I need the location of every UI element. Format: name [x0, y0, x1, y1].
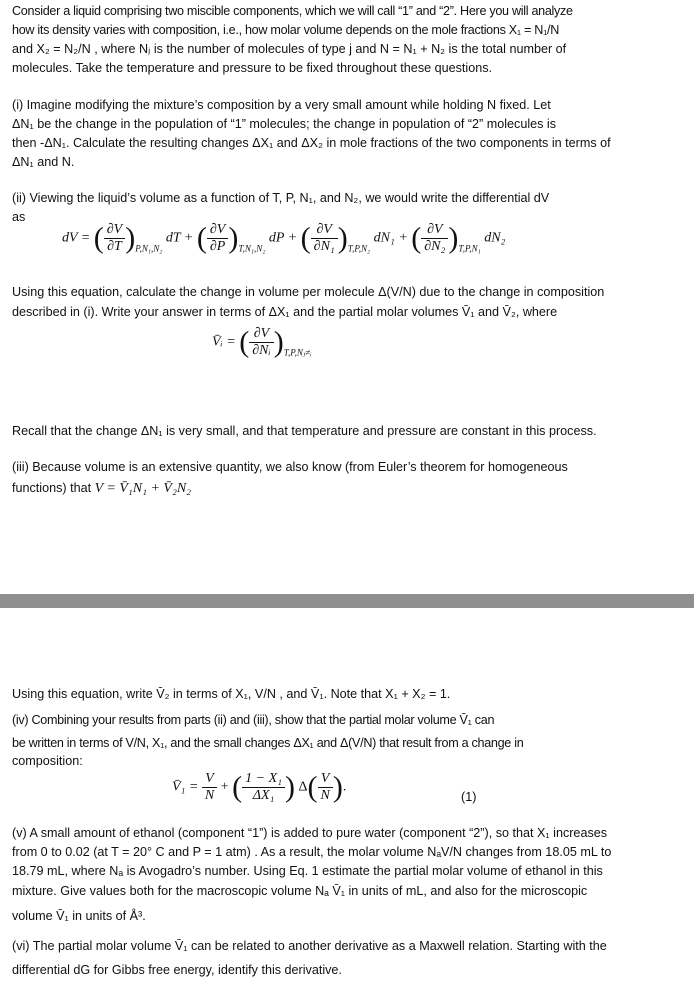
- eq1-frac2-num: 1 − X₁: [242, 771, 285, 788]
- dV-term4-d: dN₂: [484, 230, 506, 246]
- Vi-lhs: V̄ᵢ =: [212, 334, 236, 350]
- part-ii-after-2: described in (i). Write your answer in terms of ΔX₁ and the partial molar volumes V̄₁ and V̄₂, where: [12, 305, 558, 319]
- part-v-line-2: from 0 to 0.02 (at T = 20° C and P = 1 atm) . As a result, the molar volume NₐV/N changes from 18.05 mL to: [12, 845, 612, 859]
- dV-term4-num: ∂V: [421, 222, 448, 239]
- eq1-frac2-den: ΔX₁: [252, 788, 275, 803]
- part-vi-line-2: differential dG for Gibbs free energy, identify this derivative.: [12, 963, 342, 977]
- part-ii-after-1: Using this equation, calculate the change in volume per molecule Δ(V/N) due to the change in composition: [12, 285, 605, 299]
- dV-term2-den: ∂P: [209, 239, 226, 254]
- document-page-2: [0, 608, 694, 994]
- dV-term3-d: dN₁ +: [373, 230, 408, 246]
- equation-1-label: (1): [461, 790, 477, 804]
- part-iv-line-1: (iv) Combining your results from parts (ii) and (iii), show that the partial molar volume V̄₁ can: [12, 713, 495, 727]
- part-vi-line-1: (vi) The partial molar volume V̄₁ can be related to another derivative as a Maxwell relation. Starting with the: [12, 939, 607, 953]
- Vi-num: ∂V: [249, 326, 273, 343]
- dV-term3-sub: T,P,N₂: [347, 243, 371, 254]
- part-iii-line-1: (iii) Because volume is an extensive quantity, we also know (from Euler’s theorem for homogeneous: [12, 460, 568, 474]
- dV-term1-den: ∂T: [107, 239, 122, 254]
- Vi-sub: T,P,Nⱼ≠ᵢ: [283, 347, 312, 358]
- part-iv-line-3: composition:: [12, 754, 83, 768]
- eq1-frac3-den: N: [320, 788, 330, 803]
- part-ii-line-1: (ii) Viewing the liquid’s volume as a function of T, P, N₁, and N₂, we would write the differential dV: [12, 191, 550, 205]
- part-ii-recall: Recall that the change ΔN₁ is very small, and that temperature and pressure are constant in this process.: [12, 424, 597, 438]
- dV-term3-num: ∂V: [311, 222, 338, 239]
- euler-equation: V = V̄₁N₁ + V̄₂N₂: [94, 481, 192, 496]
- page-separator: [0, 594, 694, 608]
- intro-line-4: molecules. Take the temperature and pressure to be fixed throughout these questions.: [12, 61, 493, 75]
- eq1-frac3-num: V: [318, 771, 333, 788]
- dV-term1-num: ∂V: [104, 222, 125, 239]
- part-iii-line-2-text: functions) that: [12, 481, 92, 495]
- Vi-den: ∂Nᵢ: [252, 343, 271, 358]
- eq1-delta: Δ: [298, 779, 308, 795]
- dV-equation: dV = ( $\frac{\partial V}{\partial T}$ )$_{P,N_1,N_2}$ dT + ( $\frac{\partial V}{\partial P}$ )$_{T,N_1,N_2}$ dP + ( $\frac{\partial V}{\text{∂N₁}}$ )$_{T,P,N_2}$ dN₁ + ( $\frac{\partial V}{\text{∂N₂}}$ )$_{T,P,N_1}$ dN₂: [62, 221, 506, 255]
- part-i-line-3: then -ΔN₁. Calculate the resulting changes ΔX₁ and ΔX₂ in mole fractions of the two components in terms of: [12, 136, 611, 150]
- part-v-line-5: volume V̄₁ in units of Å³.: [12, 909, 146, 923]
- part-v-line-3: 18.79 mL, where Nₐ is Avogadro’s number. Using Eq. 1 estimate the partial molar volume of ethanol in this: [12, 864, 603, 878]
- dV-term2-d: dP +: [268, 230, 298, 246]
- part-v-line-1: (v) A small amount of ethanol (component “1”) is added to pure water (component “2”), so that X₁ increases: [12, 826, 608, 840]
- dV-term4-sub: T,P,N₁: [458, 243, 481, 254]
- part-i-line-2: ΔN₁ be the change in the population of “1” molecules; the change in population of “2” molecules is: [12, 117, 557, 131]
- intro-line-2: how its density varies with composition, i.e., how molar volume depends on the mole fractions X₁ = N₁/N: [12, 23, 560, 37]
- part-iv-line-2: be written in terms of V/N, X₁, and the small changes ΔX₁ and Δ(V/N) that result from a change in: [12, 736, 524, 750]
- dV-term3-den: ∂N₁: [313, 239, 335, 254]
- eq1-dot: .: [342, 779, 347, 795]
- part-i-line-4: ΔN₁ and N.: [12, 155, 75, 169]
- eq1-plus: +: [220, 779, 229, 795]
- dV-term4-den: ∂N₂: [424, 239, 446, 254]
- dV-term2-num: ∂V: [207, 222, 228, 239]
- eq1-lhs: V̄₁ =: [172, 779, 199, 795]
- part-v-line-4: mixture. Give values both for the macroscopic volume Nₐ V̄₁ in units of mL, and also for the microscopic: [12, 884, 588, 898]
- dV-term2-sub: T,N₁,N₂: [238, 243, 266, 254]
- dV-lhs: dV =: [62, 230, 91, 246]
- eq1-frac1-den: N: [204, 788, 215, 803]
- part-i-line-1: (i) Imagine modifying the mixture’s composition by a very small amount while holding N fixed. Let: [12, 98, 551, 112]
- intro-line-3: and X₂ = N₂/N , where Nⱼ is the number of molecules of type j and N = N₁ + N₂ is the total number of: [12, 42, 567, 56]
- part-ii-line-2: as: [12, 210, 26, 224]
- part-iii-line-2: [12, 479, 191, 498]
- equation-1: V̄₁ = $\frac{V}{N}$ + ( $\frac{\text{1 − X₁}}{\text{ΔX₁}}$ ) Δ( $\frac{V}{N}$ ).: [172, 770, 347, 804]
- partial-molar-volume-definition: V̄ᵢ = ( $\frac{\partial V}{\text{∂Nᵢ}}$ )$_{T,P,Nⱼ\ne ᵢ}$: [212, 325, 312, 359]
- eq1-frac1-num: V: [202, 771, 217, 788]
- intro-line-1: Consider a liquid comprising two miscible components, which we will call “1” and “2”. Here you will analyze: [12, 4, 573, 18]
- dV-term1-sub: P,N₁,N₂: [135, 243, 163, 254]
- dV-term1-d: dT +: [165, 230, 194, 246]
- using-equation-line: Using this equation, write V̄₂ in terms of X₁, V/N , and V̄₁. Note that X₁ + X₂ = 1.: [12, 687, 451, 701]
